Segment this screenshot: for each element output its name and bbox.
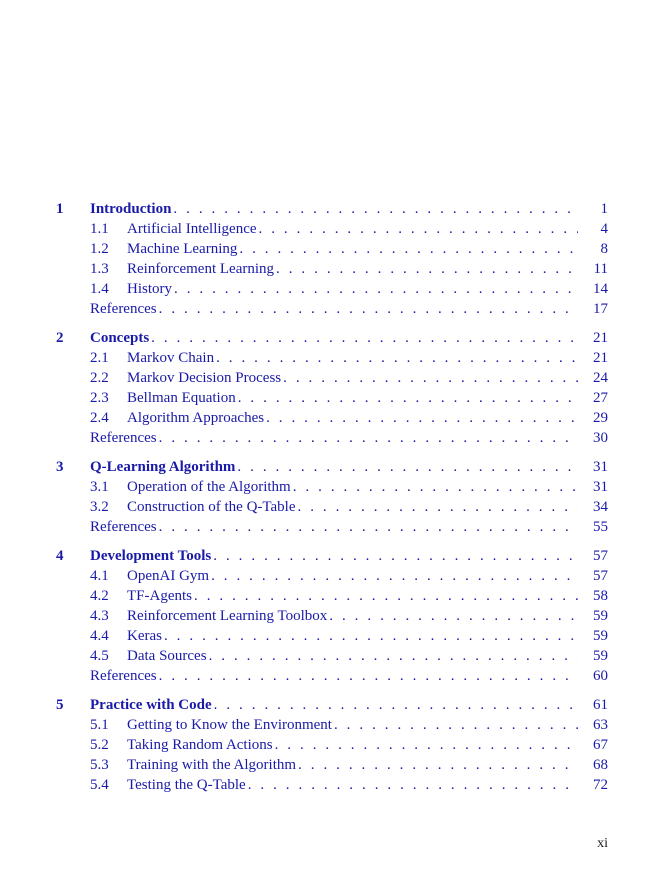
dot-leader [296, 497, 609, 517]
toc-chapter [0, 457, 666, 537]
page-number: 55 [578, 517, 608, 537]
chapter-number: 4 [56, 548, 64, 564]
toc-entry[interactable] [0, 497, 666, 517]
page-number: 21 [578, 328, 608, 348]
page-number: 14 [578, 279, 608, 299]
section-number: 5.2 [90, 737, 109, 753]
page-number: 1 [578, 199, 608, 219]
page-folio: xi [597, 836, 608, 851]
section-title[interactable]: Getting to Know the Environment [127, 717, 332, 733]
section-title[interactable]: Markov Decision Process [127, 370, 282, 386]
dot-leader [157, 299, 608, 319]
section-title[interactable]: Bellman Equation [127, 390, 236, 406]
dot-leader [246, 775, 608, 795]
page-number: 29 [578, 408, 608, 428]
section-title[interactable]: Artificial Intelligence [127, 221, 257, 237]
toc-entry[interactable] [0, 586, 666, 606]
page-number: 57 [578, 566, 608, 586]
section-title[interactable]: History [127, 281, 172, 297]
page-number: 30 [578, 428, 608, 448]
toc-entry[interactable] [0, 715, 666, 735]
toc-references-entry[interactable] [0, 428, 666, 448]
dot-leader [296, 755, 608, 775]
section-number: 5.4 [90, 777, 109, 793]
dot-leader [281, 368, 608, 388]
page-number: 8 [578, 239, 608, 259]
toc-entry[interactable] [0, 259, 666, 279]
section-title[interactable]: OpenAI Gym [127, 568, 210, 584]
page-number: 17 [578, 299, 608, 319]
page-number: 61 [578, 695, 608, 715]
page-number: 31 [578, 477, 608, 497]
table-of-contents [0, 199, 666, 804]
references-title[interactable]: References [90, 668, 157, 684]
page-number: 27 [578, 388, 608, 408]
toc-references-entry[interactable] [0, 299, 666, 319]
references-title[interactable]: References [90, 430, 157, 446]
page-number: 11 [578, 259, 608, 279]
toc-references-entry[interactable] [0, 666, 666, 686]
section-number: 4.2 [90, 588, 109, 604]
toc-entry[interactable] [0, 368, 666, 388]
chapter-title[interactable]: Concepts [90, 330, 150, 346]
page-number: 63 [578, 715, 608, 735]
toc-entry[interactable] [0, 388, 666, 408]
toc-entry[interactable] [0, 219, 666, 239]
dot-leader [273, 735, 608, 755]
toc-entry[interactable] [0, 775, 666, 795]
toc-entry[interactable] [0, 566, 666, 586]
toc-chapter-heading[interactable] [0, 199, 666, 219]
dot-leader [237, 239, 608, 259]
toc-chapter-heading[interactable] [0, 695, 666, 715]
chapter-number: 1 [56, 201, 64, 217]
dot-leader [274, 259, 608, 279]
page-number: 24 [578, 368, 608, 388]
chapter-title[interactable]: Development Tools [90, 548, 212, 564]
dot-leader [214, 348, 608, 368]
chapter-number: 5 [56, 697, 64, 713]
toc-entry[interactable] [0, 755, 666, 775]
chapter-title[interactable]: Introduction [90, 201, 172, 217]
page-number: 34 [578, 497, 608, 517]
section-title[interactable]: TF-Agents [127, 588, 192, 604]
references-title[interactable]: References [90, 301, 157, 317]
toc-entry[interactable] [0, 646, 666, 666]
toc-entry[interactable] [0, 606, 666, 626]
section-title[interactable]: Construction of the Q-Table [127, 499, 296, 515]
page-number: 59 [578, 606, 608, 626]
page-number: 4 [578, 219, 608, 239]
page-number: 57 [578, 546, 608, 566]
toc-entry[interactable] [0, 279, 666, 299]
section-title[interactable]: Reinforcement Learning [127, 261, 275, 277]
dot-leader [211, 546, 608, 566]
section-title[interactable]: Training with the Algorithm [127, 757, 297, 773]
section-title[interactable]: Reinforcement Learning Toolbox [127, 608, 328, 624]
section-number: 5.3 [90, 757, 109, 773]
toc-chapter [0, 199, 666, 319]
page-number: 59 [578, 646, 608, 666]
toc-entry[interactable] [0, 348, 666, 368]
dot-leader [212, 695, 608, 715]
section-number: 1.1 [90, 221, 109, 237]
section-number: 3.1 [90, 479, 109, 495]
page-number: 21 [578, 348, 608, 368]
page-number: 59 [578, 626, 608, 646]
section-number: 1.4 [90, 281, 109, 297]
section-number: 2.2 [90, 370, 109, 386]
toc-chapter-heading[interactable] [0, 457, 666, 477]
page-number: 58 [578, 586, 608, 606]
dot-leader [157, 517, 608, 537]
dot-leader [236, 388, 608, 408]
dot-leader [207, 646, 608, 666]
section-number: 2.1 [90, 350, 109, 366]
dot-leader [149, 328, 608, 348]
dot-leader [264, 408, 608, 428]
page-number: 60 [578, 666, 608, 686]
toc-chapter-heading[interactable] [0, 546, 666, 566]
section-number: 1.3 [90, 261, 109, 277]
dot-leader [157, 428, 608, 448]
chapter-number: 3 [56, 459, 64, 475]
dot-leader [172, 279, 608, 299]
toc-entry[interactable] [0, 626, 666, 646]
section-title[interactable]: Testing the Q-Table [127, 777, 246, 793]
toc-chapter [0, 546, 666, 686]
toc-entry[interactable] [0, 239, 666, 259]
section-title[interactable]: Keras [127, 628, 162, 644]
section-number: 4.5 [90, 648, 109, 664]
toc-entry[interactable] [0, 477, 666, 497]
section-number: 4.4 [90, 628, 109, 644]
section-number: 3.2 [90, 499, 109, 515]
section-number: 2.4 [90, 410, 109, 426]
section-title[interactable]: Machine Learning [127, 241, 238, 257]
section-title[interactable]: Algorithm Approaches [127, 410, 265, 426]
section-number: 4.1 [90, 568, 109, 584]
toc-references-entry[interactable] [0, 517, 666, 537]
section-title[interactable]: Operation of the Algorithm [127, 479, 291, 495]
section-number: 4.3 [90, 608, 109, 624]
chapter-title[interactable]: Practice with Code [90, 697, 212, 713]
chapter-title[interactable]: Q-Learning Algorithm [90, 459, 236, 475]
chapter-number: 2 [56, 330, 64, 346]
toc-chapter [0, 695, 666, 795]
dot-leader [209, 566, 608, 586]
page-number: 72 [578, 775, 608, 795]
section-number: 2.3 [90, 390, 109, 406]
toc-chapter [0, 328, 666, 448]
toc-chapter-heading[interactable] [0, 328, 666, 348]
toc-entry[interactable] [0, 408, 666, 428]
section-title[interactable]: Data Sources [127, 648, 207, 664]
section-number: 5.1 [90, 717, 109, 733]
section-title[interactable]: Taking Random Actions [127, 737, 273, 753]
page-number: 67 [578, 735, 608, 755]
dot-leader [157, 666, 608, 686]
dot-leader [235, 457, 608, 477]
page-number: 31 [578, 457, 608, 477]
section-title[interactable]: Markov Chain [127, 350, 215, 366]
toc-entry[interactable] [0, 735, 666, 755]
dot-leader [171, 199, 608, 219]
dot-leader [332, 715, 608, 735]
dot-leader [162, 626, 608, 646]
page-number: 68 [578, 755, 608, 775]
references-title[interactable]: References [90, 519, 157, 535]
dot-leader [291, 477, 608, 497]
dot-leader [192, 586, 608, 606]
dot-leader [327, 606, 608, 626]
section-number: 1.2 [90, 241, 109, 257]
dot-leader [257, 219, 608, 239]
